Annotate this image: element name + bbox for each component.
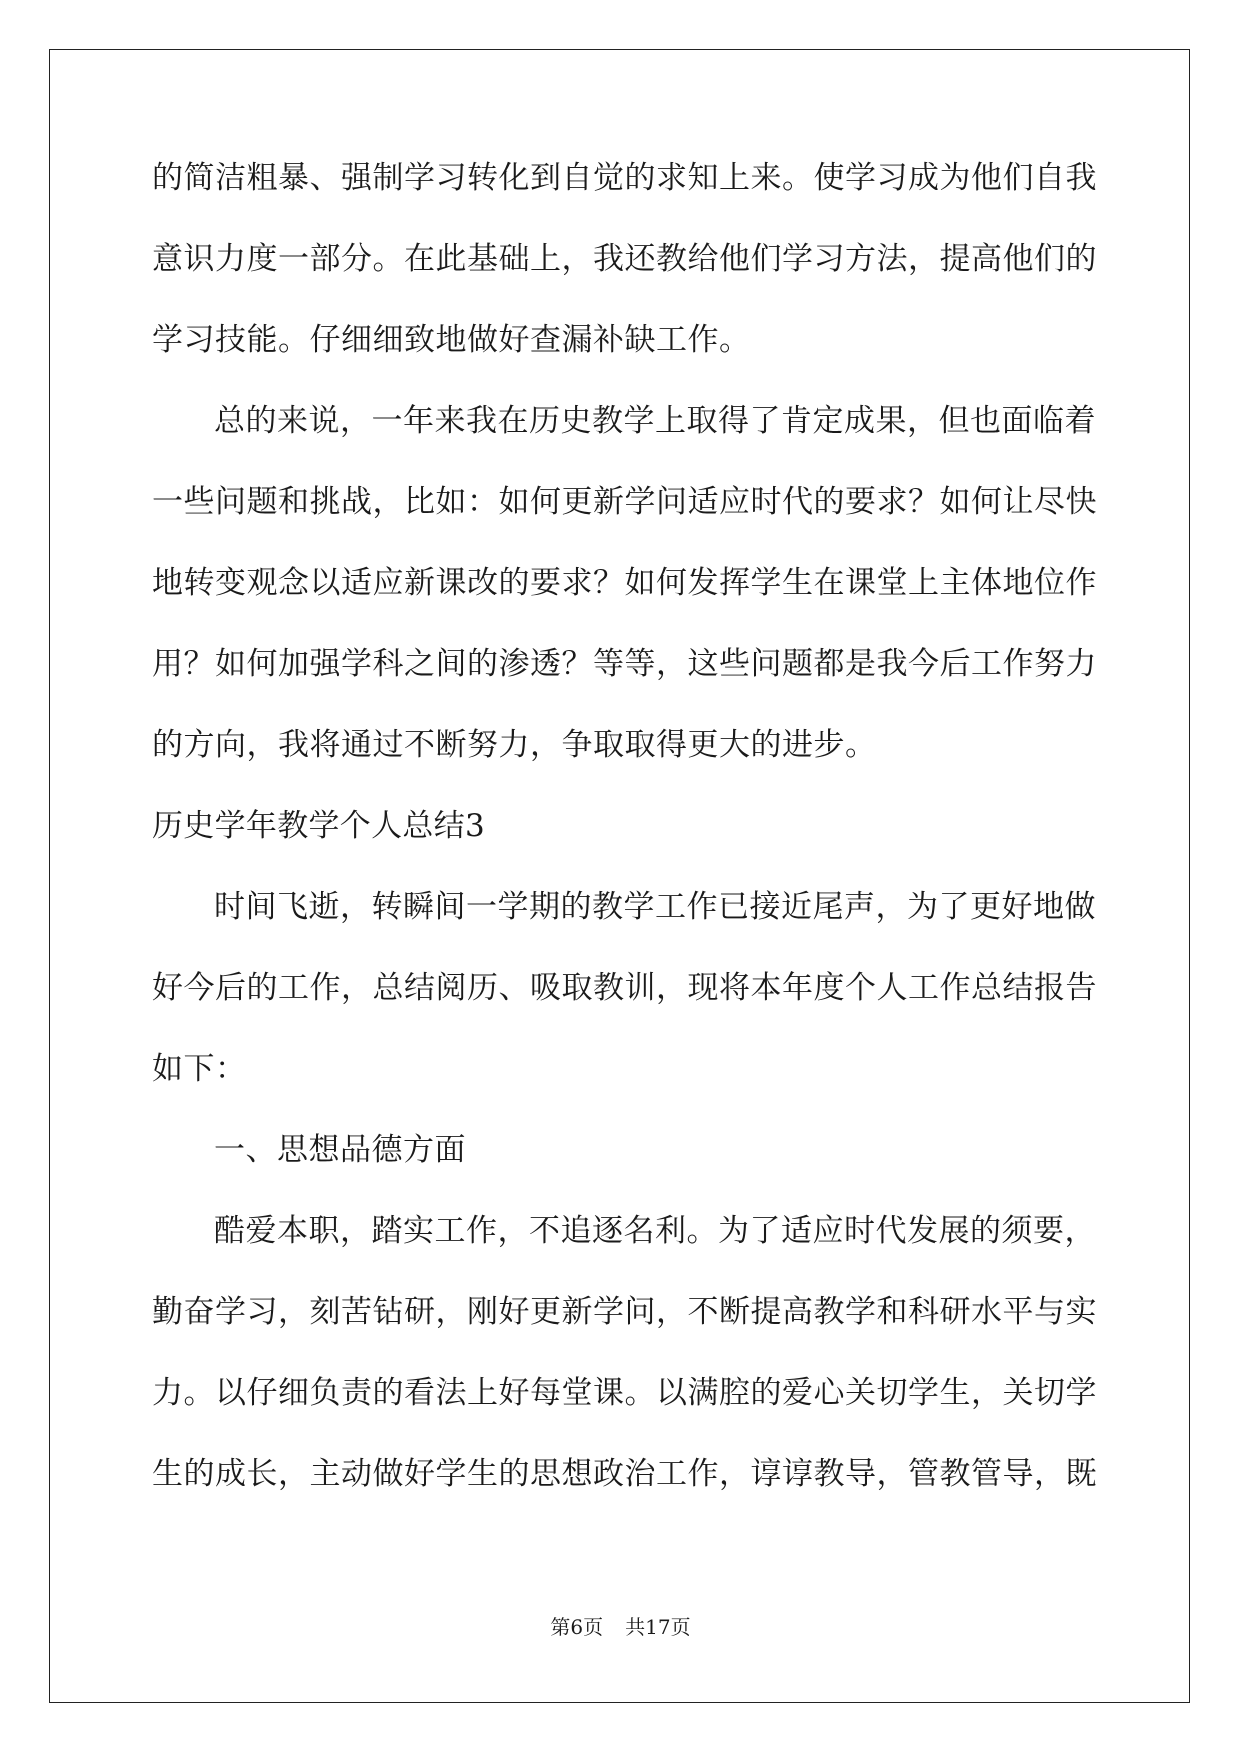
document-body bbox=[152, 158, 1097, 1535]
page-footer bbox=[0, 1614, 1241, 1640]
section-heading: 历史学年教学个人总结3 bbox=[152, 808, 486, 844]
paragraph-line: 总的来说，一年来我在历史教学上取得了肯定成果，但也面临着 bbox=[214, 403, 1096, 439]
page-number-total: 共17页 bbox=[625, 1615, 691, 1639]
paragraph-line: 的方向，我将通过不断努力，争取取得更大的进步。 bbox=[152, 727, 877, 763]
paragraph-line: 时间飞逝，转瞬间一学期的教学工作已接近尾声，为了更好地做 bbox=[214, 889, 1096, 925]
paragraph-line: 意识力度一部分。在此基础上，我还教给他们学习方法，提高他们的 bbox=[152, 241, 1097, 277]
paragraph-line: 如下： bbox=[152, 1051, 247, 1087]
paragraph-line: 一些问题和挑战，比如：如何更新学问适应时代的要求？如何让尽快 bbox=[152, 484, 1097, 520]
paragraph-line: 勤奋学习，刻苦钻研，刚好更新学问，不断提高教学和科研水平与实 bbox=[152, 1294, 1097, 1330]
paragraph-line: 生的成长，主动做好学生的思想政治工作，谆谆教导，管教管导，既 bbox=[152, 1456, 1097, 1492]
paragraph-line: 酷爱本职，踏实工作，不追逐名利。为了适应时代发展的须要， bbox=[214, 1213, 1096, 1249]
paragraph-line: 地转变观念以适应新课改的要求？如何发挥学生在课堂上主体地位作 bbox=[152, 565, 1097, 601]
paragraph-line: 力。以仔细负责的看法上好每堂课。以满腔的爱心关切学生，关切学 bbox=[152, 1375, 1097, 1411]
paragraph-line: 好今后的工作，总结阅历、吸取教训，现将本年度个人工作总结报告 bbox=[152, 970, 1097, 1006]
paragraph-line: 的简洁粗暴、强制学习转化到自觉的求知上来。使学习成为他们自我 bbox=[152, 160, 1097, 196]
paragraph-line: 学习技能。仔细细致地做好查漏补缺工作。 bbox=[152, 322, 751, 358]
paragraph-line: 用？如何加强学科之间的渗透？等等，这些问题都是我今后工作努力 bbox=[152, 646, 1097, 682]
subsection-heading: 一、思想品德方面 bbox=[214, 1132, 466, 1168]
page-number-current: 第6页 bbox=[550, 1615, 604, 1639]
